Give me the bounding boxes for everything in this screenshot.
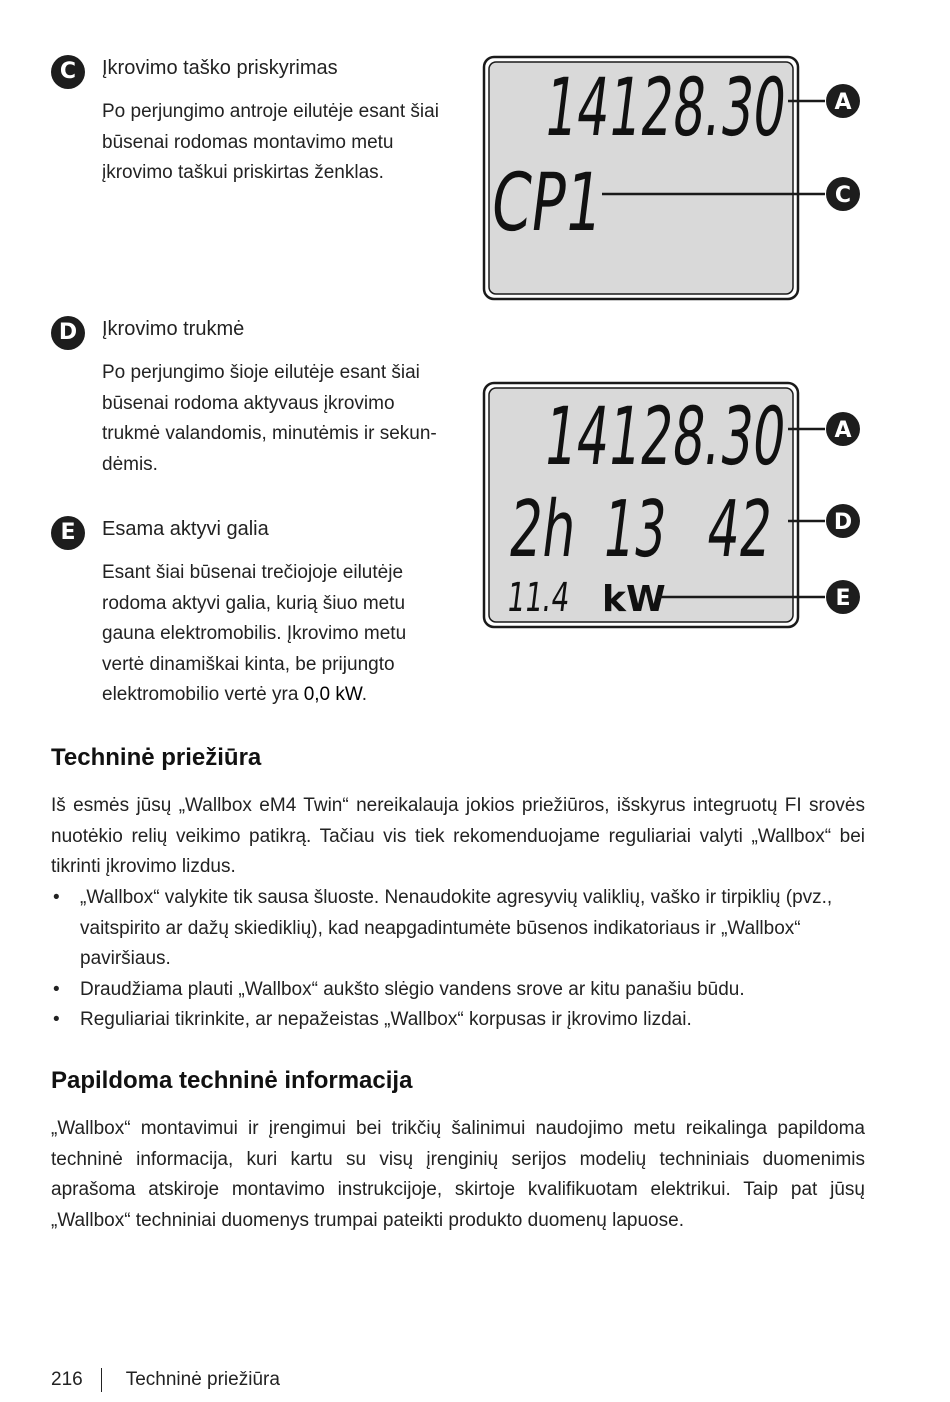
- section-body: Esant šiai būsenai trečiojoje eilutėje rodoma aktyvi galia, kurią šiuo metu gauna elektromobilis. Įkrovimo metu vertė dinamiškai kinta, be prijungto elektromobilio vertė yra 0,0 kW.: [102, 562, 407, 705]
- maintenance-bullet-list: [51, 883, 865, 1036]
- callout-c-label: C: [834, 183, 852, 208]
- bullet-dot: •: [53, 1009, 60, 1030]
- heading-maintenance: Techninė priežiūra: [51, 744, 262, 771]
- section-title: Įkrovimo taško priskyrimas: [102, 57, 338, 79]
- lcd-charge-point-id: CP1: [486, 155, 653, 249]
- bullet-dot: •: [53, 887, 60, 908]
- section-charge-duration: [51, 316, 451, 486]
- section-body: Po perjungimo šioje eilutėje esant šiai būsenai rodoma aktyvaus įkrovimo trukmė valandomis, minutėmis ir sekun-dėmis.: [102, 362, 437, 475]
- section-body: Po perjungimo antroje eilutėje esant šiai būsenai rodomas montavimo metu įkrovimo taškui priskirtas ženklas.: [102, 101, 439, 183]
- lcd-power-value: 11.4: [504, 575, 600, 621]
- page-footer: [51, 1366, 280, 1394]
- additional-info-body: „Wallbox“ montavimui ir įrengimui bei trikčių šalinimui naudojimo metu reikalinga papildoma techninė informacija, kuri kartu su visų įrenginių serijos modelių techniniais duomenimis aprašoma atskiroje montavimo instrukcijoje, skirtoje kvalifikuotam elektrikui. Taip pat jūsų „Wallbox“ techniniai duomenys trumpai pateikti produkto duomenų lapuose.: [51, 1118, 865, 1231]
- lcd-display-1-graphic: [482, 55, 872, 305]
- page-number: 216: [51, 1369, 83, 1390]
- lcd-energy-reading: 14128.30: [539, 389, 872, 483]
- badge-d: D: [51, 316, 85, 350]
- footer-divider: [101, 1368, 102, 1392]
- list-item: • „Wallbox“ valykite tik sausa šluoste. Nenaudokite agresyvių valiklių, vaško ir tirpiklių (pvz., vaitspirito ar dažų skiediklių), kad neapgadintumėte būsenos indikatoriaus ir „Wallbox“ paviršiaus.: [51, 883, 865, 975]
- lcd-display-charge-point: [482, 55, 872, 310]
- zero-power-value: 0,0 kW: [303, 684, 362, 705]
- footer-section-title: Techninė priežiūra: [125, 1369, 280, 1390]
- lcd-minutes: 13: [598, 484, 709, 575]
- lcd-display-duration-power: [482, 381, 872, 636]
- heading-additional-info: Papildoma techninė informacija: [51, 1067, 413, 1094]
- lcd-power-unit: kW: [602, 579, 666, 620]
- badge-c: C: [51, 55, 85, 89]
- callout-a-label: A: [834, 418, 852, 443]
- lcd-hours: 2h: [504, 484, 615, 575]
- section-title: Esama aktyvi galia: [102, 518, 269, 540]
- callout-a-label: A: [834, 90, 852, 115]
- section-charge-point-assignment: [51, 55, 451, 195]
- lcd-energy-reading: 14128.30: [539, 60, 872, 154]
- section-active-power: [51, 516, 451, 716]
- list-item: • Draudžiama plauti „Wallbox“ aukšto slėgio vandens srove ar kitu panašiu būdu.: [51, 975, 865, 1006]
- section-title: Įkrovimo trukmė: [102, 318, 245, 340]
- callout-e-label: E: [835, 586, 851, 611]
- callout-d-label: D: [833, 510, 853, 535]
- lcd-display-2-graphic: [482, 381, 872, 631]
- list-item: • Reguliariai tikrinkite, ar nepažeistas „Wallbox“ korpusas ir įkrovimo lizdai.: [51, 1005, 865, 1036]
- bullet-dot: •: [53, 978, 60, 1000]
- lcd-seconds: 42: [702, 484, 813, 575]
- maintenance-intro: Iš esmės jūsų „Wallbox eM4 Twin“ nereikalauja jokios priežiūros, išskyrus integruotų FI srovės nuotėkio relių veikimo patikrą. Tačiau vis tiek rekomenduojame reguliariai valyti „Wallbox“ bei tikrinti įkrovimo lizdus.: [51, 795, 865, 877]
- badge-e: E: [51, 516, 85, 550]
